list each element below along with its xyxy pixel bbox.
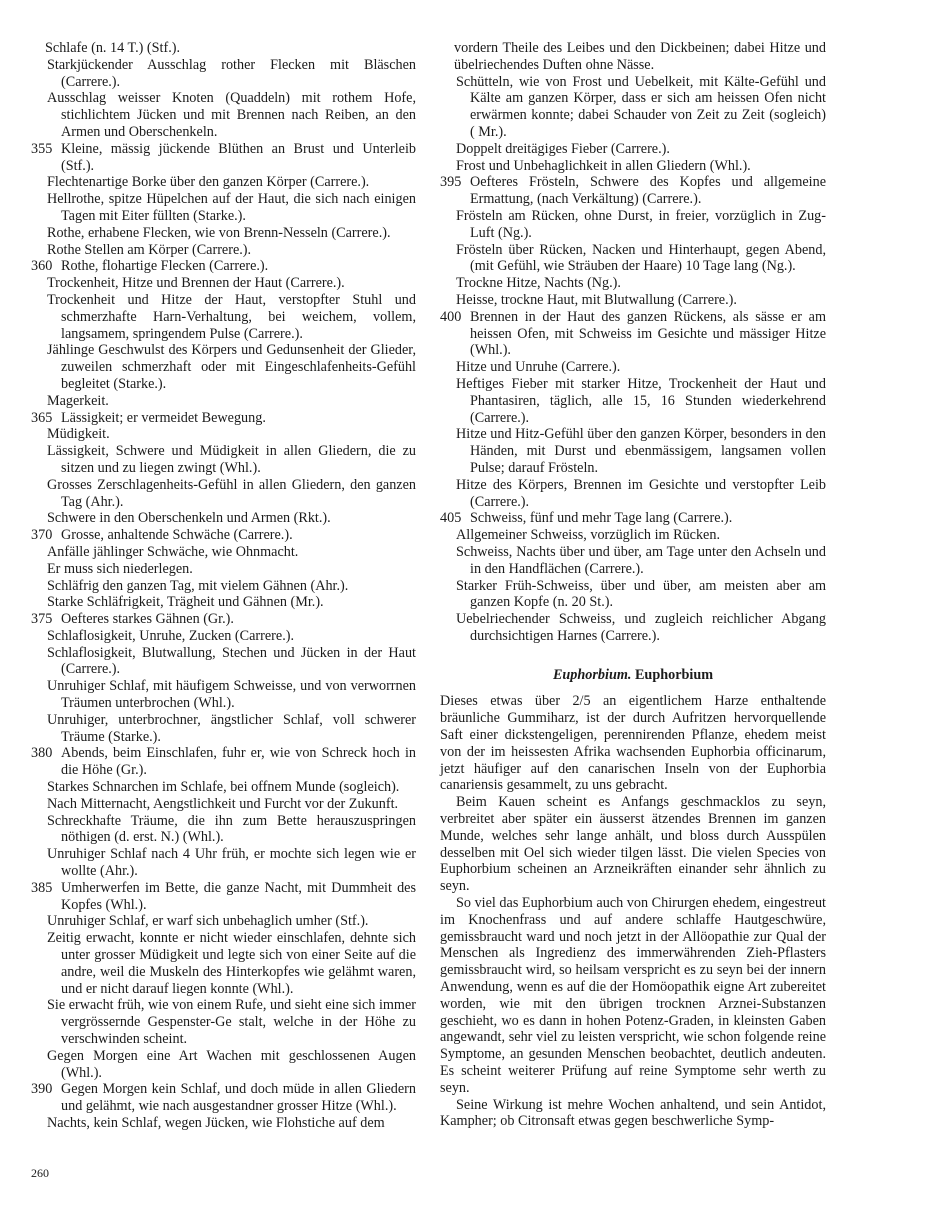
- symptom-text: Uebelriechender Schweiss, und zugleich reichlicher Abgang durchsichtigen Harnes (Carrere.).: [456, 611, 826, 644]
- symptom-text: Schweiss, fünf und mehr Tage lang (Carrere.).: [470, 510, 733, 527]
- symptom-entry: [440, 544, 826, 578]
- symptom-entry: [31, 1115, 416, 1132]
- symptom-entry: [31, 191, 416, 225]
- symptom-text: Müdigkeit.: [47, 426, 110, 443]
- symptom-text: Frost und Unbehaglichkeit in allen Gliedern (Whl.).: [456, 157, 751, 174]
- left-column: [31, 40, 416, 1132]
- symptom-text: Unruhiger Schlaf nach 4 Uhr früh, er mochte sich legen wie er wollte (Ahr.).: [47, 846, 416, 880]
- symptom-entry: [31, 225, 416, 242]
- symptom-entry: [31, 292, 416, 342]
- section-paragraph: Beim Kauen scheint es Anfangs geschmacklos zu seyn, verbreitet aber später ein äusserst ätzendes Brennen im ganzen Munde, welches sehr lange anhält, und bloss durch Ausspülen desselben mit Oel sich wieder tilgen lässt. Die vielen Species von Euphorbium scheinen an Arzneikräften einander sehr ähnlich zu seyn.: [440, 794, 826, 895]
- section-heading-german: Euphorbium: [634, 666, 714, 683]
- symptom-text: Unruhiger Schlaf, er warf sich unbehaglich umher (Stf.).: [47, 913, 369, 930]
- symptom-entry: [440, 309, 826, 359]
- symptom-entry: [31, 1081, 416, 1115]
- symptom-text: Zeitig erwacht, konnte er nicht wieder einschlafen, dehnte sich unter grosser Müdigkeit und legte sich von einer Seite auf die andre, weil die Muskeln des Hinterkopfes wie gelähmt waren, und er nicht darauf liegen konnte (Whl.).: [47, 930, 416, 997]
- symptom-text: Hellrothe, spitze Hüpelchen auf der Haut, die sich nach einigen Tagen mit Eiter füllten (Starke.).: [47, 191, 416, 224]
- symptom-entry: [440, 292, 826, 309]
- symptom-text: vordern Theile des Leibes und den Dickbeinen; dabei Hitze und übelriechendes Duften ohne Nässe.: [454, 40, 826, 73]
- symptom-text: Unruhiger, unterbrochner, ängstlicher Schlaf, voll schwerer Träume (Starke.).: [47, 711, 416, 745]
- symptom-entry: [31, 275, 416, 292]
- symptom-text: Lässigkeit; er vermeidet Bewegung.: [61, 409, 266, 426]
- symptom-text: Umherwerfen im Bette, die ganze Nacht, mit Dummheit des Kopfes (Whl.).: [61, 879, 416, 913]
- symptom-text: Unruhiger Schlaf, mit häufigem Schweisse, und von verworrnen Träumen unterbrochen (Whl.).: [47, 678, 416, 712]
- symptom-entry: [31, 561, 416, 578]
- symptom-entry: [31, 578, 416, 595]
- symptom-entry: [440, 242, 826, 276]
- symptom-entry: [440, 578, 826, 612]
- symptom-text: Grosse, anhaltende Schwäche (Carrere.).: [61, 527, 293, 544]
- symptom-entry: [31, 527, 416, 544]
- symptom-text: Trockne Hitze, Nachts (Ng.).: [456, 275, 621, 292]
- symptom-number: 360: [31, 258, 53, 275]
- right-entries: [440, 40, 826, 645]
- symptom-text: Heftiges Fieber mit starker Hitze, Trockenheit der Haut und Phantasiren, täglich, alle 15, 16 Stunden wiederkehrend (Carrere.).: [456, 375, 826, 426]
- symptom-entry: [440, 40, 826, 74]
- symptom-entry: [31, 544, 416, 561]
- symptom-entry: [31, 443, 416, 477]
- symptom-text: Gegen Morgen eine Art Wachen mit geschlossenen Augen (Whl.).: [47, 1047, 416, 1081]
- symptom-number: 385: [31, 879, 53, 896]
- symptom-entry: [440, 359, 826, 376]
- symptom-entry: [31, 745, 416, 779]
- symptom-text: Grosses Zerschlagenheits-Gefühl in allen Gliedern, den ganzen Tag (Ahr.).: [47, 476, 416, 510]
- symptom-entry: [31, 1048, 416, 1082]
- symptom-entry: [31, 880, 416, 914]
- symptom-text: Starkes Schnarchen im Schlafe, bei offnem Munde (sogleich).: [47, 779, 400, 796]
- symptom-text: Hitze und Hitz-Gefühl über den ganzen Körper, besonders in den Händen, mit Durst und ebenmässigem, langsamen vollen Pulse; darauf Frösteln.: [456, 426, 826, 476]
- symptom-entry: [31, 813, 416, 847]
- symptom-number: 400: [440, 308, 462, 325]
- symptom-entry: [31, 712, 416, 746]
- symptom-entry: [31, 393, 416, 410]
- symptom-entry: [440, 527, 826, 544]
- symptom-text: Jählinge Geschwulst des Körpers und Gedunsenheit der Glieder, zuweilen schmerzhaft oder mit Eingeschlafenheits-Gefühl begleitet (Starke.).: [47, 342, 416, 392]
- symptom-entry: [440, 174, 826, 208]
- symptom-entry: [440, 141, 826, 158]
- symptom-entry: [31, 57, 416, 91]
- symptom-entry: [31, 997, 416, 1047]
- symptom-text: Rothe Stellen am Körper (Carrere.).: [47, 241, 252, 258]
- symptom-entry: [440, 376, 826, 426]
- symptom-text: Starke Schläfrigkeit, Trägheit und Gähnen (Mr.).: [47, 594, 324, 611]
- symptom-entry: [31, 510, 416, 527]
- symptom-text: Anfälle jählinger Schwäche, wie Ohnmacht.: [47, 543, 299, 560]
- symptom-entry: [31, 796, 416, 813]
- symptom-text: Trockenheit und Hitze der Haut, verstopfter Stuhl und schmerzhafte Harn-Verhaltung, bei weichem, vollem, langsamem, springendem Pulse (Carrere.).: [47, 291, 416, 342]
- symptom-text: Trockenheit, Hitze und Brennen der Haut (Carrere.).: [47, 275, 345, 292]
- symptom-entry: [440, 611, 826, 645]
- symptom-text: Schweiss, Nachts über und über, am Tage unter den Achseln und in den Handflächen (Carrere.).: [456, 543, 826, 577]
- symptom-text: Frösteln am Rücken, ohne Durst, in freier, vorzüglich in Zug-Luft (Ng.).: [456, 207, 826, 241]
- symptom-entry: [440, 208, 826, 242]
- symptom-number: 365: [31, 409, 53, 426]
- right-column: [440, 40, 826, 1130]
- symptom-text: Lässigkeit, Schwere und Müdigkeit in allen Gliedern, die zu sitzen und zu liegen zwingt (Whl.).: [47, 443, 416, 476]
- symptom-entry: [440, 426, 826, 476]
- symptom-entry: [440, 510, 826, 527]
- symptom-number: 355: [31, 140, 53, 157]
- symptom-entry: [31, 174, 416, 191]
- symptom-text: Schwere in den Oberschenkeln und Armen (Rkt.).: [47, 510, 331, 527]
- symptom-text: Flechtenartige Borke über den ganzen Körper (Carrere.).: [47, 174, 370, 191]
- section-paragraph: Dieses etwas über 2/5 an eigentlichem Harze enthaltende bräunliche Gummiharz, ist der durch Aufritzen hervorquellende Saft einer dickstengeligen, perennirenden Pflanze, ehedem meist von der im heissesten Afrika wachsenden Euphorbia officinarum, jetzt häufiger auf den canarischen Inseln von der Euphorbia canariensis gesammelt, zu uns gebracht.: [440, 693, 826, 794]
- symptom-text: Er muss sich niederlegen.: [47, 560, 193, 577]
- symptom-text: Schlafe (n. 14 T.) (Stf.).: [45, 40, 181, 56]
- symptom-entry: [440, 74, 826, 141]
- symptom-text: Abends, beim Einschlafen, fuhr er, wie von Schreck hoch in die Höhe (Gr.).: [61, 745, 416, 779]
- symptom-text: Oefteres Frösteln, Schwere des Kopfes und allgemeine Ermattung, (nach Verkältung) (Carrere.).: [470, 174, 826, 208]
- symptom-text: Hitze und Unruhe (Carrere.).: [456, 359, 621, 376]
- page-number: 260: [31, 1166, 49, 1180]
- symptom-entry: [31, 342, 416, 392]
- symptom-text: Oefteres starkes Gähnen (Gr.).: [61, 611, 234, 628]
- symptom-entry: [31, 913, 416, 930]
- symptom-text: Schreckhafte Träume, die ihn zum Bette herauszuspringen nöthigen (d. erst. N.) (Whl.).: [47, 812, 416, 846]
- symptom-entry: [31, 611, 416, 628]
- symptom-entry: [31, 141, 416, 175]
- symptom-text: Hitze des Körpers, Brennen im Gesichte und verstopfter Leib (Carrere.).: [456, 476, 826, 510]
- symptom-entry: [440, 275, 826, 292]
- symptom-text: Brennen in der Haut des ganzen Rückens, als sässe er am heissen Ofen, mit Schweiss im Gesichte und mässiger Hitze (Whl.).: [470, 308, 826, 359]
- symptom-number: 405: [440, 510, 462, 527]
- symptom-entry: [31, 645, 416, 679]
- symptom-text: Sie erwacht früh, wie von einem Rufe, und sieht eine sich immer vergrössernde Gespenster-Ge stalt, welche in der Höhe zu verschwinden scheint.: [47, 997, 416, 1048]
- symptom-entry: [31, 410, 416, 427]
- symptom-entry: [31, 90, 416, 140]
- symptom-text: Frösteln über Rücken, Nacken und Hinterhaupt, gegen Abend, (mit Gefühl, wie Sträuben der Haare) 10 Tage lang (Ng.).: [456, 241, 826, 275]
- symptom-entry: [440, 477, 826, 511]
- symptom-entry: [31, 40, 416, 57]
- symptom-text: Nachts, kein Schlaf, wegen Jücken, wie Flohstiche auf dem: [47, 1115, 385, 1131]
- symptom-entry: [31, 426, 416, 443]
- symptom-text: Starker Früh-Schweiss, über und über, am meisten aber am ganzen Kopfe (n. 20 St.).: [456, 577, 826, 611]
- symptom-text: Rothe, erhabene Flecken, wie von Brenn-Nesseln (Carrere.).: [47, 224, 391, 241]
- symptom-text: Kleine, mässig jückende Blüthen an Brust und Unterleib (Stf.).: [61, 140, 416, 174]
- symptom-entry: [31, 477, 416, 511]
- symptom-text: Starkjückender Ausschlag rother Flecken mit Bläschen (Carrere.).: [47, 56, 416, 90]
- symptom-entry: [31, 594, 416, 611]
- symptom-text: Magerkeit.: [47, 392, 109, 409]
- symptom-entry: [31, 930, 416, 997]
- symptom-text: Heisse, trockne Haut, mit Blutwallung (Carrere.).: [456, 291, 737, 308]
- symptom-number: 380: [31, 745, 53, 762]
- symptom-entry: [31, 258, 416, 275]
- symptom-text: Nach Mitternacht, Aengstlichkeit und Furcht vor der Zukunft.: [47, 795, 399, 812]
- section-heading-latin: Euphorbium.: [552, 666, 632, 683]
- symptom-text: Doppelt dreitägiges Fieber (Carrere.).: [456, 140, 670, 157]
- symptom-entry: [31, 779, 416, 796]
- symptom-text: Gegen Morgen kein Schlaf, und doch müde in allen Gliedern und gelähmt, wie nach ausgestandner grosser Hitze (Whl.).: [61, 1081, 416, 1115]
- symptom-entry: [31, 846, 416, 880]
- symptom-text: Schütteln, wie von Frost und Uebelkeit, mit Kälte-Gefühl und Kälte am ganzen Körper, dass er sich am heissen Ofen nicht erwärmen konnte; dabei Schauder von Zeit zu Zeit (sogleich) ( Mr.).: [456, 73, 826, 140]
- symptom-number: 375: [31, 611, 53, 628]
- symptom-text: Allgemeiner Schweiss, vorzüglich im Rücken.: [456, 527, 720, 544]
- symptom-entry: [31, 628, 416, 645]
- symptom-text: Schlaflosigkeit, Unruhe, Zucken (Carrere.).: [47, 627, 295, 644]
- symptom-number: 390: [31, 1081, 53, 1098]
- section-paragraph: So viel das Euphorbium auch von Chirurgen ehedem, eingestreut im Knochenfrass und auf andere schlaffe Hautgeschwüre, gemissbraucht ward und noch jetzt in der Allöopathie zur Qual der Menschen als Ingredienz des immerwährenden Zieh-Pflasters gemissbraucht wird, so heilsam verspricht es zu seyn bei der innern Anwendung, wenn es auf die der Homöopathik eigne Art zubereitet worden, wie mit den übrigen trocknen Arznei-Substanzen geschieht, wo es dann in hohen Potenz-Graden, in kleinsten Gaben angewandt, sehr viel zu leisten verspricht, wie schon folgende reine Symptome, an gesunden Menschen beobachtet, deutlich andeuten. Es scheint weiterer Prüfung auf reine Symptome sehr werth zu seyn.: [440, 895, 826, 1096]
- section-heading: [440, 667, 826, 684]
- symptom-text: Schlaflosigkeit, Blutwallung, Stechen und Jücken in der Haut (Carrere.).: [47, 644, 416, 678]
- symptom-text: Schläfrig den ganzen Tag, mit vielem Gähnen (Ahr.).: [47, 577, 349, 594]
- symptom-text: Ausschlag weisser Knoten (Quaddeln) mit rothem Hofe, stichlichtem Jücken und mit Brennen nach Reiben, an den Armen und Oberschenkeln.: [47, 90, 416, 140]
- symptom-number: 370: [31, 527, 53, 544]
- section-paragraph: Seine Wirkung ist mehre Wochen anhaltend, und sein Antidot, Kampher; ob Citronsaft etwas gegen beschwerliche Symp-: [440, 1096, 826, 1130]
- symptom-entry: [440, 158, 826, 175]
- symptom-entry: [31, 242, 416, 259]
- symptom-entry: [31, 678, 416, 712]
- symptom-text: Rothe, flohartige Flecken (Carrere.).: [61, 258, 269, 275]
- symptom-number: 395: [440, 174, 462, 191]
